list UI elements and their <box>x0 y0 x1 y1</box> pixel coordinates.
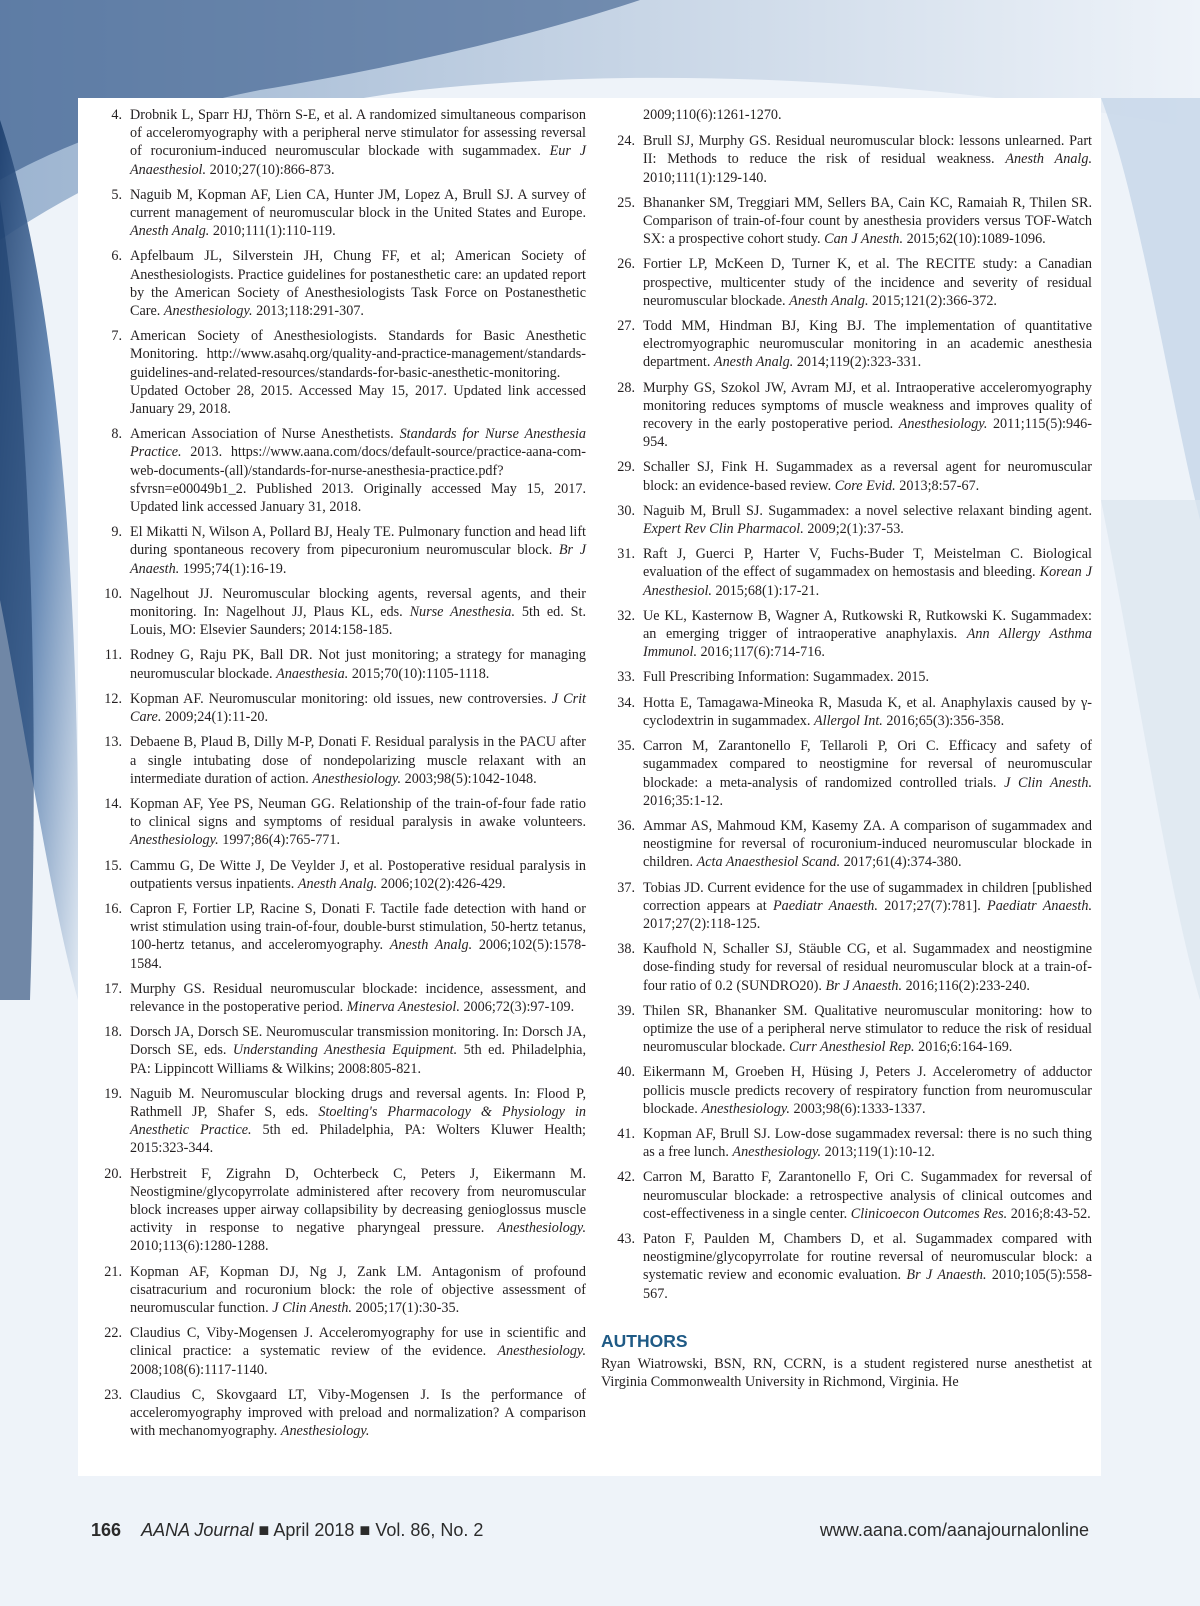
reference-number: 7. <box>111 328 122 345</box>
reference-number: 33. <box>617 669 635 686</box>
reference-part: 2011;115(5):946-954. <box>643 416 1092 451</box>
reference-text <box>130 901 586 972</box>
reference-text <box>643 195 1092 247</box>
reference-text <box>130 1264 586 1316</box>
reference-part: Herbstreit F, Zigrahn D, Ochterbeck C, Peters J, Eikermann M. Neostigmine/glycopyrrolate administered after recovery from neuromuscular block increases upper airway collapsibility by decreasing genioglossus muscle activity in response to negative pharyngeal pressure. <box>130 1165 586 1237</box>
reference-part: Kopman AF. Neuromuscular monitoring: old issues, new controversies. <box>130 690 552 707</box>
reference-item <box>88 733 586 788</box>
reference-part: Cammu G, De Witte J, De Veylder J, et al. Postoperative residual paralysis in outpatients versus inpatients. <box>130 857 586 892</box>
reference-part: 2015;62(10):1089-1096. <box>903 231 1046 248</box>
reference-item <box>88 690 586 726</box>
journal-title: Anesth Analg. <box>713 354 794 371</box>
reference-item <box>601 317 1092 372</box>
issue-date: April 2018 <box>273 1520 355 1540</box>
reference-item <box>88 646 586 682</box>
reference-text <box>130 107 586 178</box>
journal-title: Standards for Nurse Anesthesia Practice. <box>130 426 587 461</box>
reference-text <box>130 647 586 681</box>
reference-text <box>643 318 1092 370</box>
reference-part: 2010;111(1):129-140. <box>643 169 767 186</box>
journal-title: Anaesthesia. <box>276 665 349 682</box>
reference-part: Kaufhold N, Schaller SJ, Stäuble CG, et al. Sugammadex and neostigmine dose-finding study for reversal of residual neuromuscular block at a train-of-four ratio of 0.2 (SUNDRO20). <box>643 941 1092 994</box>
authors-text: Ryan Wiatrowski, BSN, RN, CCRN, is a student registered nurse anesthetist at Virginia Commonwealth University in Richmond, Virginia. He <box>601 1355 1092 1390</box>
reference-item <box>601 694 1092 730</box>
reference-number: 15. <box>104 857 122 874</box>
reference-number: 27. <box>617 318 635 335</box>
reference-item <box>601 668 1092 686</box>
reference-number: 26. <box>617 256 635 273</box>
reference-part: Kopman AF, Brull SJ. Low-dose sugammadex reversal: there is no such thing as a free lunch. <box>643 1125 1092 1161</box>
reference-item <box>88 425 586 516</box>
reference-text <box>643 818 1092 870</box>
reference-part: 2003;98(5):1042-1048. <box>401 770 537 787</box>
reference-part: 2013;8:57-67. <box>895 477 980 494</box>
reference-item <box>88 1324 586 1379</box>
reference-item <box>88 1165 586 1256</box>
reference-part: 5th ed. St. Louis, MO: Elsevier Saunders; 2014:158-185. <box>130 604 587 639</box>
reference-text <box>130 586 586 638</box>
reference-text <box>130 1325 586 1377</box>
reference-text <box>643 1231 1092 1302</box>
reference-text <box>130 328 586 417</box>
reference-number: 37. <box>617 879 635 896</box>
reference-item <box>601 1168 1092 1223</box>
reference-text <box>130 691 586 725</box>
reference-part: 2016;65(3):356-358. <box>882 712 1005 729</box>
reference-part: 2010;111(1):110-119. <box>209 223 336 240</box>
reference-part: 2006;72(3):97-109. <box>459 998 575 1015</box>
reference-list-right <box>601 132 1092 1303</box>
reference-item <box>601 255 1092 310</box>
reference-part: 2010;27(10):866-873. <box>206 161 335 178</box>
journal-title: Anesthesiology. <box>163 303 253 320</box>
authors-heading: AUTHORS <box>601 1330 688 1351</box>
reference-continuation: 2009;110(6):1261-1270. <box>643 107 782 123</box>
reference-part: 1997;86(4):765-771. <box>218 832 341 849</box>
journal-title: Nurse Anesthesia. <box>409 604 516 621</box>
reference-number: 38. <box>617 941 635 958</box>
reference-text <box>643 1064 1092 1116</box>
reference-part: El Mikatti N, Wilson A, Pollard BJ, Healy TE. Pulmonary function and head lift during spontaneous recovery from pipecuronium neuromuscular block. <box>130 524 586 559</box>
journal-title: Minerva Anestesiol. <box>346 998 460 1015</box>
journal-title: Anesth Analg. <box>389 937 473 954</box>
reference-part: Tobias JD. Current evidence for the use of sugammadex in children [published correction appears at <box>643 879 1092 914</box>
reference-number: 40. <box>617 1064 635 1081</box>
reference-item <box>601 1063 1092 1118</box>
reference-text <box>130 796 586 848</box>
journal-title: Anesth Analg. <box>297 875 378 892</box>
reference-column-right <box>601 106 1092 1391</box>
reference-part: Naguib M, Kopman AF, Lien CA, Hunter JM, Lopez A, Brull SJ. A survey of current management of neuromuscular block in the United States and Europe. <box>130 186 586 222</box>
journal-title: Anesthesiology. <box>732 1144 822 1161</box>
reference-part: 2010;105(5):558-567. <box>643 1267 1092 1302</box>
reference-part: Nagelhout JJ. Neuromuscular blocking agents, reversal agents, and their monitoring. In: Nagelhout JJ, Plaus KL, eds. <box>130 585 586 621</box>
journal-title: Paediatr Anaesth. <box>772 897 878 914</box>
reference-item <box>88 980 586 1016</box>
journal-title: Br J Anaesth. <box>825 977 903 994</box>
reference-part: 2010;113(6):1280-1288. <box>130 1238 269 1255</box>
reference-item <box>601 502 1092 538</box>
journal-title: Br J Anaesth. <box>130 542 586 577</box>
journal-title: Anesthesiology. <box>497 1220 586 1237</box>
reference-part: Claudius C, Viby-Mogensen J. Acceleromyography for use in scientific and clinical practice: a systematic review of the evidence. <box>130 1325 586 1360</box>
reference-part: Carron M, Baratto F, Zarantonello F, Ori C. Sugammadex for reversal of neuromuscular blockade: a retrospective analysis of clinical outcomes and cost-effectiveness in a single center. <box>643 1169 1092 1222</box>
reference-part: 2016;6:164-169. <box>914 1039 1013 1056</box>
reference-part: 2005;17(1):30-35. <box>351 1299 460 1316</box>
reference-part: Dorsch JA, Dorsch SE. Neuromuscular transmission monitoring. In: Dorsch JA, Dorsch SE, eds. <box>130 1024 586 1059</box>
reference-number: 19. <box>104 1085 122 1102</box>
reference-item <box>88 1386 586 1441</box>
reference-part: Claudius C, Skovgaard LT, Viby-Mogensen J. Is the performance of acceleromyography improved with preload and normalization? A comparison with mechanomyography. <box>130 1386 586 1440</box>
reference-part: 2016;35:1-12. <box>643 792 723 809</box>
reference-item <box>601 879 1092 934</box>
reference-part: Eikermann M, Groeben H, Hüsing J, Peters J. Accelerometry of adductor pollicis muscle predicts recovery of respiratory function from neuromuscular blockade. <box>643 1064 1092 1117</box>
journal-title: Anesthesiology. <box>701 1100 790 1117</box>
reference-number: 36. <box>617 817 635 834</box>
reference-item <box>88 247 586 320</box>
reference-number: 24. <box>617 133 635 150</box>
reference-number: 32. <box>617 607 635 624</box>
reference-part: 2013;119(1):10-12. <box>821 1144 935 1161</box>
reference-item <box>601 737 1092 810</box>
reference-part: 2009;24(1):11-20. <box>161 709 269 726</box>
reference-part: 2017;27(7):781]. <box>877 897 988 914</box>
journal-title: Stoelting's Pharmacology & Physiology in Anesthetic Practice. <box>130 1103 586 1139</box>
reference-item <box>88 585 586 640</box>
reference-part: Murphy GS, Szokol JW, Avram MJ, et al. Intraoperative acceleromyography monitoring reduces symptoms of muscle weakness and improves quality of recovery in the early postoperative period. <box>643 379 1092 433</box>
reference-item <box>88 1023 586 1078</box>
reference-part: Raft J, Guerci P, Harter V, Fuchs-Buder T, Meistelman C. Biological evaluation of the effect of sugammadex on hemostasis and bleeding. <box>643 546 1092 581</box>
reference-number: 5. <box>111 186 122 203</box>
reference-number: 41. <box>617 1125 635 1142</box>
reference-part: 2016;117(6):714-716. <box>697 644 825 661</box>
reference-text <box>643 459 1092 493</box>
reference-part: Carron M, Zarantonello F, Tellaroli P, Ori C. Efficacy and safety of sugammadex compared to neostigmine for reversal of neuromuscular blockade: a meta-analysis of randomized controlled trials. <box>643 738 1092 791</box>
reference-number: 25. <box>617 194 635 211</box>
reference-part: 2006;102(5):1578-1584. <box>130 937 586 972</box>
reference-text <box>643 133 1092 185</box>
reference-part: Kopman AF, Yee PS, Neuman GG. Relationship of the train-of-four fade ratio to clinical signs and symptoms of residual paralysis in awake volunteers. <box>130 795 586 831</box>
journal-title: J Clin Anesth. <box>272 1299 352 1316</box>
reference-part: American Society of Anesthesiologists. Standards for Basic Anesthetic Monitoring. http://www.asahq.org/quality-and-practice-management/standards-guidelines-and-related-resources/standards-for-basic-anesthetic-monitoring. Updated October 28, 2015. Accessed May 15, 2017. Updated link accessed January 29, 2018. <box>130 328 586 418</box>
reference-part: Thilen SR, Bhananker SM. Qualitative neuromuscular monitoring: how to optimize the use of a peripheral nerve stimulator to reduce the risk of residual neuromuscular blockade. <box>643 1002 1092 1056</box>
reference-part: 1995;74(1):16-19. <box>179 560 287 577</box>
journal-title: Can J Anesth. <box>824 231 904 248</box>
reference-part: Capron F, Fortier LP, Racine S, Donati F. Tactile fade detection with hand or wrist stimulation using train-of-four, double-burst stimulation, 50-hertz tetanus, 100-hertz tetanus, and acceleromyography. <box>130 900 586 954</box>
reference-part: Schaller SJ, Fink H. Sugammadex as a reversal agent for neuromuscular block: an evidence-based review. <box>643 459 1092 494</box>
reference-part: 2006;102(2):426-429. <box>377 875 506 892</box>
reference-part: Debaene B, Plaud B, Dilly M-P, Donati F. Residual paralysis in the PACU after a single intubating dose of nondepolarizing muscle relaxant with an intermediate duration of action. <box>130 734 586 787</box>
reference-number: 43. <box>617 1230 635 1247</box>
reference-text <box>643 1169 1092 1221</box>
journal-name: AANA Journal <box>141 1520 254 1540</box>
reference-number: 12. <box>104 690 122 707</box>
reference-text <box>643 1126 1092 1160</box>
reference-part: Bhananker SM, Treggiari MM, Sellers BA, Cain KC, Ramaiah R, Thilen SR. Comparison of train-of-four count by anesthesia providers versus TOF-Watch SX: a prospective cohort study. <box>643 194 1092 248</box>
reference-text <box>643 669 929 685</box>
journal-title: Anesth Analg. <box>130 223 210 240</box>
journal-title: Anesthesiology. <box>312 770 402 787</box>
reference-item <box>601 1125 1092 1161</box>
journal-title: Korean J Anesthesiol. <box>643 564 1092 599</box>
journal-title: Allergol Int. <box>814 712 883 729</box>
journal-website-link[interactable]: www.aana.com/aanajournalonline <box>819 1520 1089 1540</box>
reference-text <box>130 1166 586 1255</box>
reference-item <box>601 607 1092 662</box>
journal-title: Anesth Analg. <box>789 292 869 309</box>
reference-item <box>88 900 586 973</box>
journal-title: Anesth Analg. <box>1005 151 1092 168</box>
journal-title: Clinicoecon Outcomes Res. <box>850 1205 1008 1222</box>
reference-number: 14. <box>104 795 122 812</box>
reference-number: 10. <box>104 585 122 602</box>
reference-number: 8. <box>111 426 122 443</box>
reference-number: 11. <box>104 647 122 664</box>
reference-text <box>643 1003 1092 1055</box>
reference-text <box>643 941 1092 993</box>
reference-part: Apfelbaum JL, Silverstein JH, Chung FF, et al; American Society of Anesthesiologists. Practice guidelines for postanesthetic care: an updated report by the American Society of Anesthesiologists Task Force on Postanesthetic Care. <box>130 248 586 320</box>
journal-title: Curr Anesthesiol Rep. <box>789 1039 915 1056</box>
reference-part: 2003;98(6):1333-1337. <box>789 1100 926 1117</box>
reference-text <box>130 858 586 892</box>
journal-title: J Clin Anesth. <box>1004 774 1092 791</box>
reference-part: Hotta E, Tamagawa-Mineoka R, Masuda K, et al. Anaphylaxis caused by γ-cyclodextrin in sugammadex. <box>643 694 1092 729</box>
reference-item <box>88 106 586 179</box>
reference-item <box>601 817 1092 872</box>
reference-part: Rodney G, Raju PK, Ball DR. Not just monitoring; a strategy for managing neuromuscular blockade. <box>130 647 586 682</box>
content-panel <box>78 98 1101 1476</box>
reference-text <box>643 380 1092 451</box>
reference-item <box>88 1263 586 1318</box>
reference-item <box>601 940 1092 995</box>
reference-item <box>88 795 586 850</box>
reference-number: 16. <box>104 900 122 917</box>
page-footer <box>91 1520 1089 1546</box>
reference-number: 35. <box>617 738 635 755</box>
reference-number: 42. <box>617 1169 635 1186</box>
reference-part: Kopman AF, Kopman DJ, Ng J, Zank LM. Antagonism of profound cisatracurium and rocuronium block: the role of objective assessment of neuromuscular function. <box>130 1263 586 1316</box>
reference-item <box>88 186 586 241</box>
footer-separator-2: ■ <box>359 1520 371 1540</box>
reference-part: 2017;27(2):118-125. <box>643 915 761 932</box>
reference-part: Naguib M. Neuromuscular blocking drugs and reversal agents. In: Flood P, Rathmell JP, Shafer S, eds. <box>130 1085 586 1120</box>
reference-number: 13. <box>104 734 122 751</box>
reference-part: 5th ed. Philadelphia, PA: Wolters Kluwer Health; 2015:323-344. <box>130 1122 586 1157</box>
reference-item <box>601 458 1092 494</box>
reference-text <box>130 248 586 319</box>
reference-part: 2017;61(4):374-380. <box>840 854 962 871</box>
reference-text <box>643 608 1092 660</box>
reference-item <box>88 327 586 418</box>
reference-part: 2015;68(1):17-21. <box>711 582 820 599</box>
reference-part: Brull SJ, Murphy GS. Residual neuromuscular block: lessons unlearned. Part II: Methods to reduce the risk of residual weakness. <box>643 133 1092 168</box>
reference-part: Drobnik L, Sparr HJ, Thörn S-E, et al. A randomized simultaneous comparison of acceleromyography with a peripheral nerve stimulator for assessing reversal of rocuronium-induced neuromuscular blockade with sugammadex. <box>130 107 586 160</box>
reference-text <box>643 695 1092 729</box>
reference-item <box>601 545 1092 600</box>
journal-title: Ann Allergy Asthma Immunol. <box>643 626 1092 661</box>
journal-title: Expert Rev Clin Pharmacol. <box>643 521 804 538</box>
reference-number: 21. <box>104 1263 122 1280</box>
reference-text <box>130 1086 586 1157</box>
reference-number: 9. <box>111 524 122 541</box>
reference-number: 34. <box>617 694 635 711</box>
journal-title: Acta Anaesthesiol Scand. <box>696 854 841 871</box>
page-number: 166 <box>91 1520 122 1540</box>
reference-part: 2013. https://www.aana.com/docs/default-source/practice-aana-com-web-documents-(all)/standards-for-nurse-anesthesia-practice.pdf?sfvrsn=e00049b1_2. Published 2013. Originally accessed May 15, 2017. Updated link accessed January 31, 2018. <box>130 444 586 516</box>
reference-text <box>130 1387 586 1439</box>
reference-part: 2008;108(6):1117-1140. <box>130 1361 268 1378</box>
reference-part: Ue KL, Kasternow B, Wagner A, Rutkowski R, Rutkowski K. Sugammadex: an emerging trigger of intraoperative anaphylaxis. <box>643 607 1092 643</box>
journal-title: Br J Anaesth. <box>906 1267 987 1284</box>
reference-number: 28. <box>617 379 635 396</box>
reference-text <box>643 546 1092 598</box>
reference-part: 2013;118:291-307. <box>252 303 364 320</box>
journal-title: Paediatr Anaesth. <box>987 897 1092 914</box>
reference-item <box>601 1230 1092 1303</box>
reference-item <box>601 132 1092 187</box>
reference-item <box>601 194 1092 249</box>
reference-part: 2015;70(10):1105-1118. <box>348 665 490 682</box>
journal-title: Understanding Anesthesia Equipment. <box>232 1042 458 1059</box>
reference-number: 22. <box>104 1325 122 1342</box>
reference-number: 30. <box>617 502 635 519</box>
reference-number: 4. <box>111 107 122 123</box>
reference-part: Paton F, Paulden M, Chambers D, et al. Sugammadex compared with neostigmine/glycopyrrolate for routine reversal of neuromuscular block: a systematic review and economic evaluation. <box>643 1230 1092 1284</box>
reference-number: 17. <box>104 980 122 997</box>
reference-part: Todd MM, Hindman BJ, King BJ. The implementation of quantitative electromyographic neuromuscular monitoring in an academic anesthesia department. <box>643 318 1092 371</box>
reference-number: 29. <box>617 459 635 476</box>
journal-title: J Crit Care. <box>130 690 586 726</box>
reference-part: 2016;116(2):233-240. <box>902 977 1030 994</box>
reference-number: 23. <box>104 1386 122 1403</box>
reference-text <box>130 187 586 239</box>
reference-part: 2015;121(2):366-372. <box>868 292 997 309</box>
reference-number: 18. <box>104 1024 122 1041</box>
reference-part: 5th ed. Philadelphia, PA: Lippincott Williams & Wilkins; 2008:805-821. <box>130 1042 586 1077</box>
journal-title: Anesthesiology. <box>898 416 988 433</box>
reference-number: 31. <box>617 546 635 563</box>
reference-item <box>88 1085 586 1158</box>
volume-info: Vol. 86, No. 2 <box>375 1520 484 1540</box>
reference-part: Full Prescribing Information: Sugammadex. 2015. <box>643 669 930 686</box>
reference-text <box>130 734 586 786</box>
reference-part: 2014;119(2):323-331. <box>793 354 922 371</box>
reference-part: American Association of Nurse Anesthetists. <box>130 426 400 443</box>
reference-part: 2016;8:43-52. <box>1007 1205 1091 1222</box>
reference-item <box>601 379 1092 452</box>
reference-item <box>88 857 586 893</box>
reference-number: 20. <box>104 1165 122 1182</box>
reference-part: Fortier LP, McKeen D, Turner K, et al. The RECITE study: a Canadian prospective, multicenter study of the incidence and severity of residual neuromuscular blockade. <box>643 256 1092 309</box>
reference-text <box>130 426 586 515</box>
reference-part: 2009;2(1):37-53. <box>803 521 904 538</box>
journal-title: Anesthesiology. <box>130 832 219 849</box>
reference-text <box>643 880 1092 932</box>
journal-title: Anesthesiology. <box>497 1343 586 1360</box>
journal-title: Anesthesiology. <box>280 1423 370 1440</box>
reference-text <box>643 738 1092 809</box>
reference-item <box>601 1002 1092 1057</box>
reference-column-left <box>88 106 586 1447</box>
reference-number: 39. <box>617 1002 635 1019</box>
reference-text <box>130 524 586 576</box>
footer-separator: ■ <box>258 1520 270 1540</box>
reference-text <box>643 256 1092 308</box>
reference-item <box>88 523 586 578</box>
reference-number: 6. <box>111 248 122 265</box>
journal-title: Core Evid. <box>834 477 896 494</box>
reference-text <box>130 981 586 1015</box>
reference-part: Murphy GS. Residual neuromuscular blockade: incidence, assessment, and relevance in the postoperative period. <box>130 980 586 1015</box>
reference-part: Naguib M, Brull SJ. Sugammadex: a novel selective relaxant binding agent. <box>643 502 1092 519</box>
journal-title: Eur J Anaesthesiol. <box>130 143 586 178</box>
reference-text <box>130 1024 586 1076</box>
reference-part: Ammar AS, Mahmoud KM, Kasemy ZA. A comparison of sugammadex and neostigmine for reversal of rocuronium-induced neuromuscular blockade in children. <box>643 817 1092 871</box>
reference-text <box>643 503 1092 537</box>
